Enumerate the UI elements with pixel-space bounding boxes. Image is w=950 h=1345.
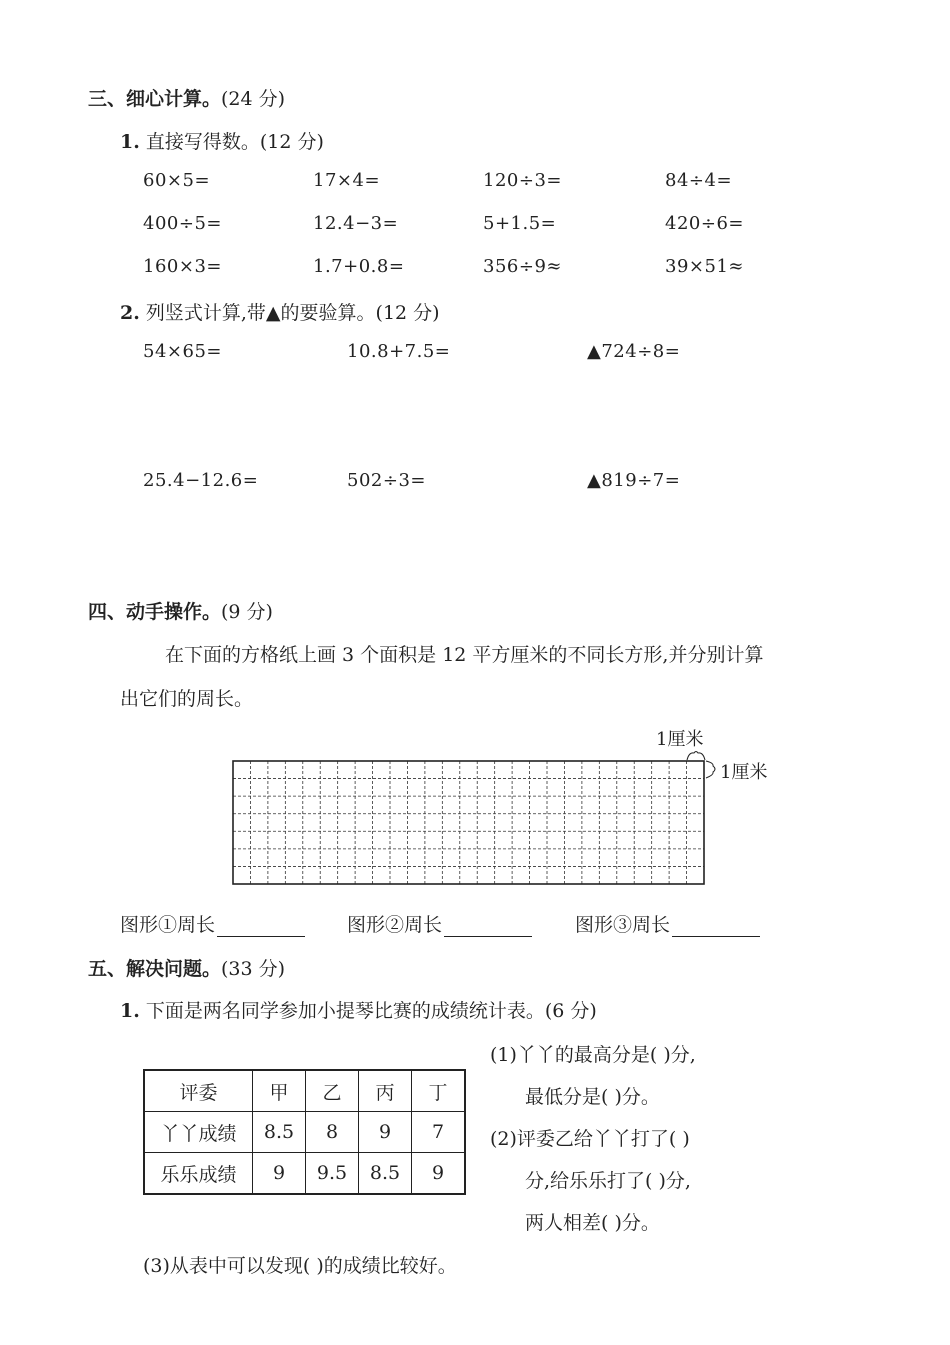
s5-q1-title: 下面是两名同学参加小提琴比赛的成绩统计表。(6 分) xyxy=(145,1000,597,1022)
section5-title: 五、解决问题。 xyxy=(88,958,222,980)
table-cell: 9 xyxy=(253,1153,306,1195)
table-cell: 9 xyxy=(412,1153,466,1195)
vertical-calc-item: 10.8+7.5= xyxy=(347,341,451,362)
question-2a: (2)评委乙给丫丫打了( ) xyxy=(490,1128,690,1150)
q2-number: 2. xyxy=(120,302,140,324)
section3-points: (24 分) xyxy=(221,88,286,110)
perimeter-field-2[interactable] xyxy=(347,910,532,937)
perimeter-blank-3[interactable] xyxy=(672,918,760,937)
section3-title: 三、细心计算。 xyxy=(88,88,222,110)
question-3: (3)从表中可以发现( )的成绩比较好。 xyxy=(143,1255,457,1277)
score-table xyxy=(143,1069,466,1195)
unit-label-right: 1厘米 xyxy=(720,762,768,783)
grid-border xyxy=(233,761,704,884)
question-1a: (1)丫丫的最高分是( )分, xyxy=(490,1044,696,1066)
table-header-cell: 甲 xyxy=(253,1070,306,1112)
oral-calc-item: 160×3= xyxy=(143,256,222,277)
table-row xyxy=(144,1153,465,1195)
grid-paper[interactable] xyxy=(228,748,728,893)
question-1b: 最低分是( )分。 xyxy=(525,1086,660,1108)
vertical-calc-item: ▲724÷8= xyxy=(587,341,681,362)
q1-number: 1. xyxy=(120,131,140,153)
section3-q2-heading xyxy=(120,298,440,325)
oral-calc-item: 356÷9≈ xyxy=(483,256,562,277)
table-cell: 乐乐成绩 xyxy=(144,1153,253,1195)
vertical-calc-item: 54×65= xyxy=(143,341,222,362)
vertical-calc-item: 502÷3= xyxy=(347,470,426,491)
table-header-cell: 评委 xyxy=(144,1070,253,1112)
oral-calc-item: 1.7+0.8= xyxy=(313,256,405,277)
section4-instruction-line2: 出它们的周长。 xyxy=(120,688,254,710)
perimeter-field-1[interactable] xyxy=(120,910,305,937)
table-cell: 8.5 xyxy=(253,1112,306,1153)
vertical-calc-item: ▲819÷7= xyxy=(587,470,681,491)
table-cell: 7 xyxy=(412,1112,466,1153)
perimeter-blank-1[interactable] xyxy=(217,918,305,937)
section4-heading xyxy=(88,597,273,624)
grid-lines xyxy=(233,761,704,884)
unit-label-top: 1厘米 xyxy=(656,729,704,750)
s5-q1-number: 1. xyxy=(120,1000,140,1022)
oral-calc-item: 400÷5= xyxy=(143,213,222,234)
section4-points: (9 分) xyxy=(221,601,273,623)
section3-heading xyxy=(88,84,285,111)
table-cell: 9 xyxy=(359,1112,412,1153)
section5-q1-heading xyxy=(120,996,597,1023)
question-2c: 两人相差( )分。 xyxy=(525,1212,660,1234)
section5-points: (33 分) xyxy=(221,958,286,980)
vertical-calc-item: 25.4−12.6= xyxy=(143,470,259,491)
unit-brace-right xyxy=(706,761,715,778)
oral-calc-item: 84÷4= xyxy=(665,170,733,191)
table-cell: 8 xyxy=(306,1112,359,1153)
section4-instruction-line1: 在下面的方格纸上画 3 个面积是 12 平方厘米的不同长方形,并分别计算 xyxy=(165,644,764,666)
table-header-cell: 乙 xyxy=(306,1070,359,1112)
q2-title: 列竖式计算,带▲的要验算。(12 分) xyxy=(145,302,440,324)
section5-heading xyxy=(88,954,285,981)
perimeter-blank-2[interactable] xyxy=(444,918,532,937)
table-header-cell: 丁 xyxy=(412,1070,466,1112)
perimeter-label-1: 图形①周长 xyxy=(120,914,216,936)
table-row xyxy=(144,1112,465,1153)
oral-calc-item: 60×5= xyxy=(143,170,211,191)
perimeter-field-3[interactable] xyxy=(575,910,760,937)
oral-calc-item: 5+1.5= xyxy=(483,213,557,234)
table-cell: 9.5 xyxy=(306,1153,359,1195)
table-cell: 8.5 xyxy=(359,1153,412,1195)
oral-calc-item: 12.4−3= xyxy=(313,213,399,234)
oral-calc-item: 17×4= xyxy=(313,170,381,191)
perimeter-label-3: 图形③周长 xyxy=(575,914,671,936)
oral-calc-item: 420÷6= xyxy=(665,213,744,234)
table-header-row xyxy=(144,1070,465,1112)
table-header-cell: 丙 xyxy=(359,1070,412,1112)
table-cell: 丫丫成绩 xyxy=(144,1112,253,1153)
oral-calc-item: 39×51≈ xyxy=(665,256,744,277)
perimeter-label-2: 图形②周长 xyxy=(347,914,443,936)
section4-title: 四、动手操作。 xyxy=(88,601,222,623)
question-2b: 分,给乐乐打了( )分, xyxy=(525,1170,691,1192)
unit-brace-top xyxy=(687,752,705,761)
oral-calc-item: 120÷3= xyxy=(483,170,562,191)
section3-q1-heading xyxy=(120,127,324,154)
q1-title: 直接写得数。(12 分) xyxy=(145,131,324,153)
